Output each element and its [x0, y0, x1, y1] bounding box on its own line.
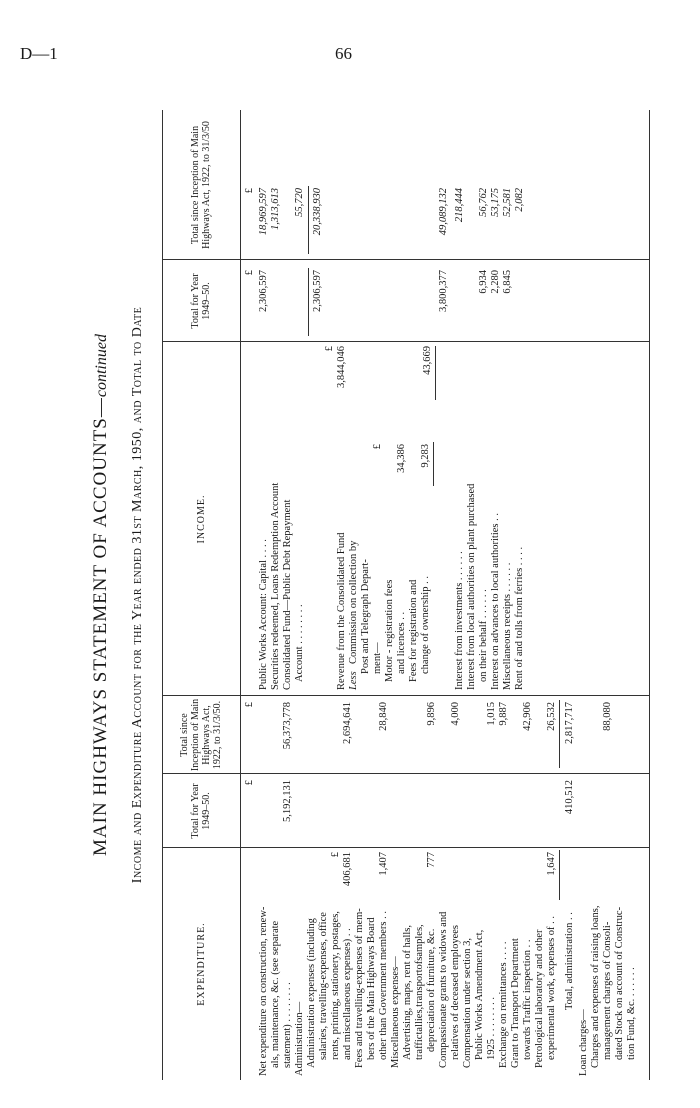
currency-mark: £	[244, 188, 255, 194]
exp-line: rents, printing, stationery, postages,	[330, 911, 341, 1060]
income-total-year-header: Total for Year 1949–50.	[190, 273, 212, 329]
consolidated-total: 55,720	[294, 188, 305, 217]
securities-total: 1,313,613	[270, 188, 281, 230]
total-year-header: Total for Year 1949–50.	[190, 783, 212, 839]
page-number: 66	[335, 44, 352, 63]
plant-interest-total: 56,762	[478, 188, 489, 217]
admin-total-year: 410,512	[564, 780, 575, 815]
income-header: INCOME.	[195, 494, 207, 544]
inc-line: Interest from local authorities on plant purchased	[466, 483, 477, 690]
exp-line: Compassionate grants to widows and	[438, 911, 449, 1068]
exp-line: dated Stock on account of Construc-	[614, 906, 625, 1060]
exp-line: tion Fund, &c. . . . . . .	[626, 967, 637, 1060]
admin-expenses-total: 2,694,641	[342, 702, 353, 744]
exp-line: Advertising, maps, rent of halls,	[402, 924, 413, 1060]
income-total-since-header: Total since Inception of Main Highways Act, 1922, to 31/3/50	[190, 121, 212, 249]
exp-line: towards Traffic inspection . .	[522, 939, 533, 1060]
exp-line: salaries, travelling-expenses, office	[318, 912, 329, 1060]
ferries-total: 2,082	[514, 188, 525, 212]
exp-line: experimental work, expenses of . .	[546, 915, 557, 1060]
currency-mark: £	[244, 780, 255, 786]
exp-line: Net expenditure on construction, renew-	[258, 906, 269, 1076]
exp-line: depreciation of furniture, &c.	[426, 928, 437, 1052]
exchange-total: 9,887	[498, 702, 509, 726]
admin-total-since: 2,817,717	[564, 702, 575, 744]
misc-receipts-total: 52,581	[502, 188, 513, 217]
exp-line: bers of the Main Highways Board	[366, 917, 377, 1060]
inc-line: Revenue from the Consolidated Fund	[336, 532, 347, 690]
inc-line: on their behalf . . . . . .	[478, 589, 489, 682]
inc-line: Public Works Account: Capital . . . .	[258, 539, 269, 690]
inc-line: Interest from investments . . . . . .	[454, 551, 465, 690]
less-total: 43,669	[422, 346, 433, 375]
currency-mark: £	[372, 444, 383, 450]
inc-line: Fees for registration and	[408, 579, 419, 682]
rotated-table-block	[90, 110, 650, 1080]
misc-total: 9,896	[426, 702, 437, 726]
exp-line: other than Government members . .	[378, 911, 389, 1060]
exp-line: Grant to Transport Department	[510, 938, 521, 1068]
admin-expenses-value: 406,681	[342, 852, 353, 887]
total-since-header: Total since Inception of Main Highways Act, 1922, to 31/3/50.	[179, 698, 223, 772]
petrological-total: 26,532	[546, 702, 557, 731]
inc-line: Securities redeemed, Loans Redemption Account	[270, 482, 281, 690]
exp-line: 1925 . . . . . . . .	[486, 997, 497, 1060]
subtotal-total: 20,338,930	[312, 188, 323, 236]
net-year-value: 5,192,131	[282, 780, 293, 822]
inc-line: Interest on advances to local authorities . .	[490, 513, 501, 690]
exp-line: Charges and expenses of raising loans,	[590, 905, 601, 1068]
exp-line: Fees and travelling-expenses of mem-	[354, 908, 365, 1068]
advances-total: 53,175	[490, 188, 501, 217]
grant-total: 42,906	[522, 702, 533, 731]
exp-line: Public Works Amendment Act,	[474, 929, 485, 1060]
plant-interest-year: 6,934	[478, 270, 489, 294]
misc-value: 777	[426, 852, 437, 868]
exp-line: Total, administration . .	[564, 912, 575, 1010]
exp-line: management charges of Consoli-	[602, 921, 613, 1060]
exp-line: relatives of deceased employees	[450, 925, 461, 1060]
exp-line: Petrological laboratory and other	[534, 929, 545, 1068]
currency-mark: £	[330, 852, 341, 858]
inc-line: Consolidated Fund—Public Debt Repayment	[282, 499, 293, 690]
exp-line: Exchange on remittances . . . .	[498, 941, 509, 1068]
exp-line: Administration—	[294, 1001, 305, 1076]
inc-line: Rent of and tolls from ferries . . . .	[514, 546, 525, 690]
compensation-total: 1,015	[486, 702, 497, 726]
inc-line: and licences . .	[396, 611, 407, 674]
petrological-value: 1,647	[546, 852, 557, 876]
capital-year: 2,306,597	[258, 270, 269, 312]
expenditure-header: EXPENDITURE.	[195, 922, 207, 1006]
fees-reg-amount: 9,283	[420, 444, 431, 468]
currency-mark: £	[244, 270, 255, 276]
currency-mark: £	[244, 702, 255, 708]
exp-line: Loan charges—	[578, 1009, 589, 1076]
exp-line: Administration expenses (including	[306, 918, 317, 1068]
inc-line: Post and Telegraph Depart-	[360, 559, 371, 674]
exp-line: statement) . . . . . . . .	[282, 982, 293, 1068]
misc-receipts-year: 6,845	[502, 270, 513, 294]
exp-line: Compensation under section 3,	[462, 937, 473, 1068]
net-total-value: 56,373,778	[282, 702, 293, 750]
exp-line: als, maintenance, &c. (see separate	[270, 920, 281, 1068]
inc-line: Miscellaneous receipts . . . . . .	[502, 562, 513, 690]
motor-reg-amount: 34,386	[396, 444, 407, 473]
subtotal-year: 2,306,597	[312, 270, 323, 312]
net-revenue-total: 49,089,132	[438, 188, 449, 236]
exp-line: Miscellaneous expenses—	[390, 956, 401, 1068]
statement-title: MAIN HIGHWAYS STATEMENT OF ACCOUNTS—continued	[90, 334, 111, 856]
currency-mark: £	[324, 346, 335, 352]
fees-total: 28,840	[378, 702, 389, 731]
loan-total: 88,080	[602, 702, 613, 731]
capital-total: 18,969,597	[258, 188, 269, 236]
less-label: Less	[348, 671, 359, 690]
net-revenue-year: 3,800,377	[438, 270, 449, 312]
revenue-amount: 3,844,046	[336, 346, 347, 388]
exp-line: traffictallies,transportofsamples,	[414, 924, 425, 1060]
page-label: D—1	[20, 44, 58, 63]
inc-line: Commission on collection by	[348, 540, 359, 664]
statement-subtitle: Income and Expenditure Account for the Year ended 31st March, 1950, and Total to Date	[130, 306, 145, 884]
inc-line: Motor - registration fees	[384, 579, 395, 682]
inc-line: change of ownership . .	[420, 576, 431, 674]
inc-line: ment—	[372, 642, 383, 674]
accounts-table	[162, 110, 650, 1080]
exp-line: and miscellaneous expenses) . .	[342, 928, 353, 1060]
fees-value: 1,407	[378, 852, 389, 876]
grants-total: 4,000	[450, 702, 461, 726]
inc-line: Account . . . . . . . .	[294, 604, 305, 682]
investments-total: 218,444	[454, 188, 465, 223]
advances-year: 2,280	[490, 270, 501, 294]
